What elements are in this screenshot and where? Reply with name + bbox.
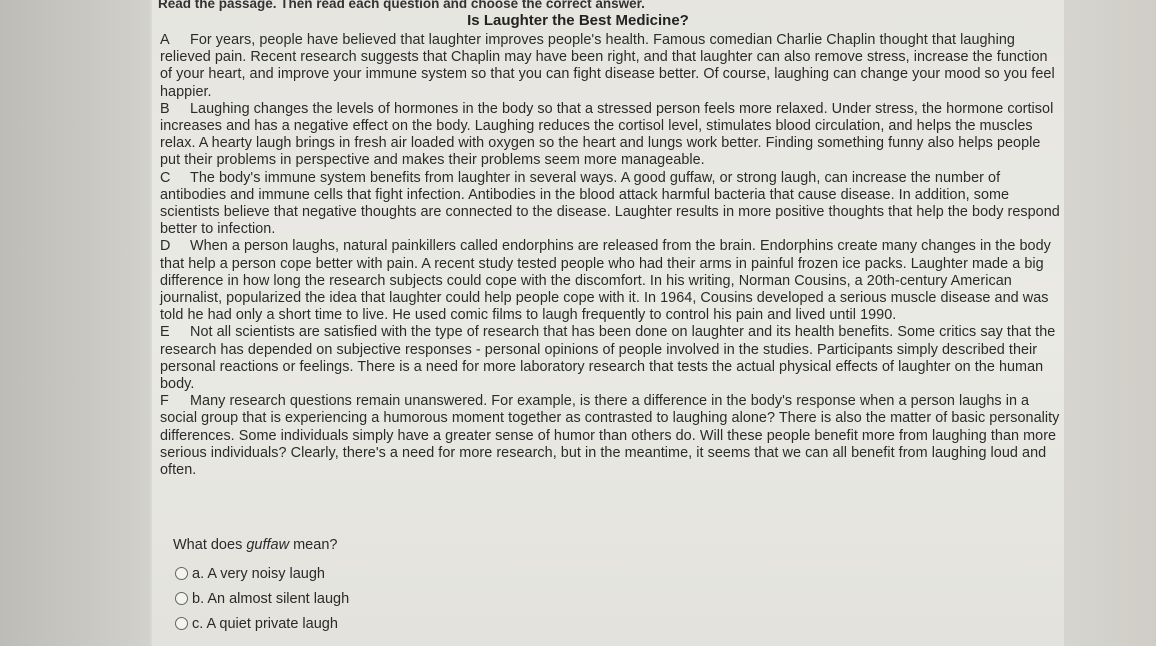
radio-button-icon[interactable] <box>175 592 188 605</box>
answer-option-c[interactable] <box>175 611 349 636</box>
passage-body <box>160 32 1062 479</box>
paragraph-e <box>160 324 1062 393</box>
paragraph-f <box>160 393 1062 479</box>
paragraph-letter: F <box>160 393 169 410</box>
paragraph-letter: D <box>160 238 171 255</box>
question-term: guffaw <box>246 537 290 553</box>
paragraph-letter: A <box>160 32 170 48</box>
paragraph-text: The body's immune system benefits from laughter in several ways. A good guffaw, or strong laugh, can increase the number of antibodies and immune cells that fight infection. Antibodies in the blood attack harmful bacteria that cause disease. In addition, some scientists believe that negative thoughts are connected to the disease. Laughter results in more positive thoughts that help the body respond better to infection. <box>160 169 1060 238</box>
background-right-margin <box>1061 0 1156 646</box>
question-text <box>173 537 337 553</box>
paragraph-text: For years, people have believed that laughter improves people's health. Famous comedian Charlie Chaplin thought that laughing relieved pain. Recent research suggests that Chaplin may have been right, and that laughter can also remove stress, increase the function of your heart, and improve your immune system so that you can fight disease better. Of course, laughing can change your mood so you feel happier. <box>160 32 1055 100</box>
paragraph-d <box>160 238 1062 324</box>
radio-button-icon[interactable] <box>175 567 188 580</box>
paragraph-letter: E <box>160 324 170 341</box>
paragraph-c <box>160 170 1062 239</box>
radio-button-icon[interactable] <box>175 617 188 630</box>
paragraph-text: Not all scientists are satisfied with the type of research that has been done on laughter and its health benefits. Some critics say that the research has depended on subjective responses - personal opinions of people involved in the studies. Participants simply described their personal reactions or feelings. There is a need for more laboratory research that tests the actual physical effects of laughter on the human body. <box>160 324 1056 393</box>
paragraph-text: Many research questions remain unanswered. For example, is there a difference in the body's response when a person laughs in a social group that is experiencing a humorous moment together as contrasted to laughing alone? There is also the matter of basic personality differences. Some individuals simply have a greater sense of humor than others do. Will these people benefit more from laughing than more serious individuals? Clearly, there's a need for more research, but in the meantime, it seems that we can all benefit from laughing loud and often. <box>160 393 1060 479</box>
passage-title: Is Laughter the Best Medicine? <box>467 12 689 29</box>
instruction-text: Read the passage. Then read each question and choose the correct answer. <box>158 0 645 11</box>
paragraph-letter: B <box>160 100 170 117</box>
answer-option-label: c. A quiet private laugh <box>192 615 338 632</box>
paragraph-a <box>160 32 1062 101</box>
answer-option-label: b. An almost silent laugh <box>192 590 350 607</box>
paragraph-text: When a person laughs, natural painkillers called endorphins are released from the brain. Endorphins create many changes in the body that help a person cope better with pain. A recent study tested people who had their arms in painful frozen ice packs. Laughter made a big difference in how long the research subjects could cope with the discomfort. In his writing, Norman Cousins, a 20th-century American journalist, popularized the idea that laughter could help people cope with it. In 1964, Cousins developed a serious muscle disease and was told he had only a short time to live. He used comic films to laugh frequently to control his pain and lived until 1990. <box>160 238 1051 324</box>
paragraph-letter: C <box>160 169 171 186</box>
answer-options <box>175 561 349 636</box>
paragraph-b <box>160 101 1062 170</box>
background-left-margin <box>0 0 150 646</box>
question-suffix: mean? <box>289 537 338 553</box>
question-prefix: What does <box>173 537 247 553</box>
answer-option-label: a. A very noisy laugh <box>192 565 325 582</box>
paragraph-text: Laughing changes the levels of hormones in the body so that a stressed person feels more relaxed. Under stress, the hormone cortisol increases and has a negative effect on the body. Laughing reduces the cortisol level, stimulates blood circulation, and helps the muscles relax. A hearty laugh brings in fresh air loaded with oxygen so the heart and lungs work better. Finding something funny also helps people put their problems in perspective and makes their problems seem more manageable. <box>160 100 1054 169</box>
answer-option-a[interactable] <box>175 561 349 586</box>
answer-option-b[interactable] <box>175 586 349 611</box>
